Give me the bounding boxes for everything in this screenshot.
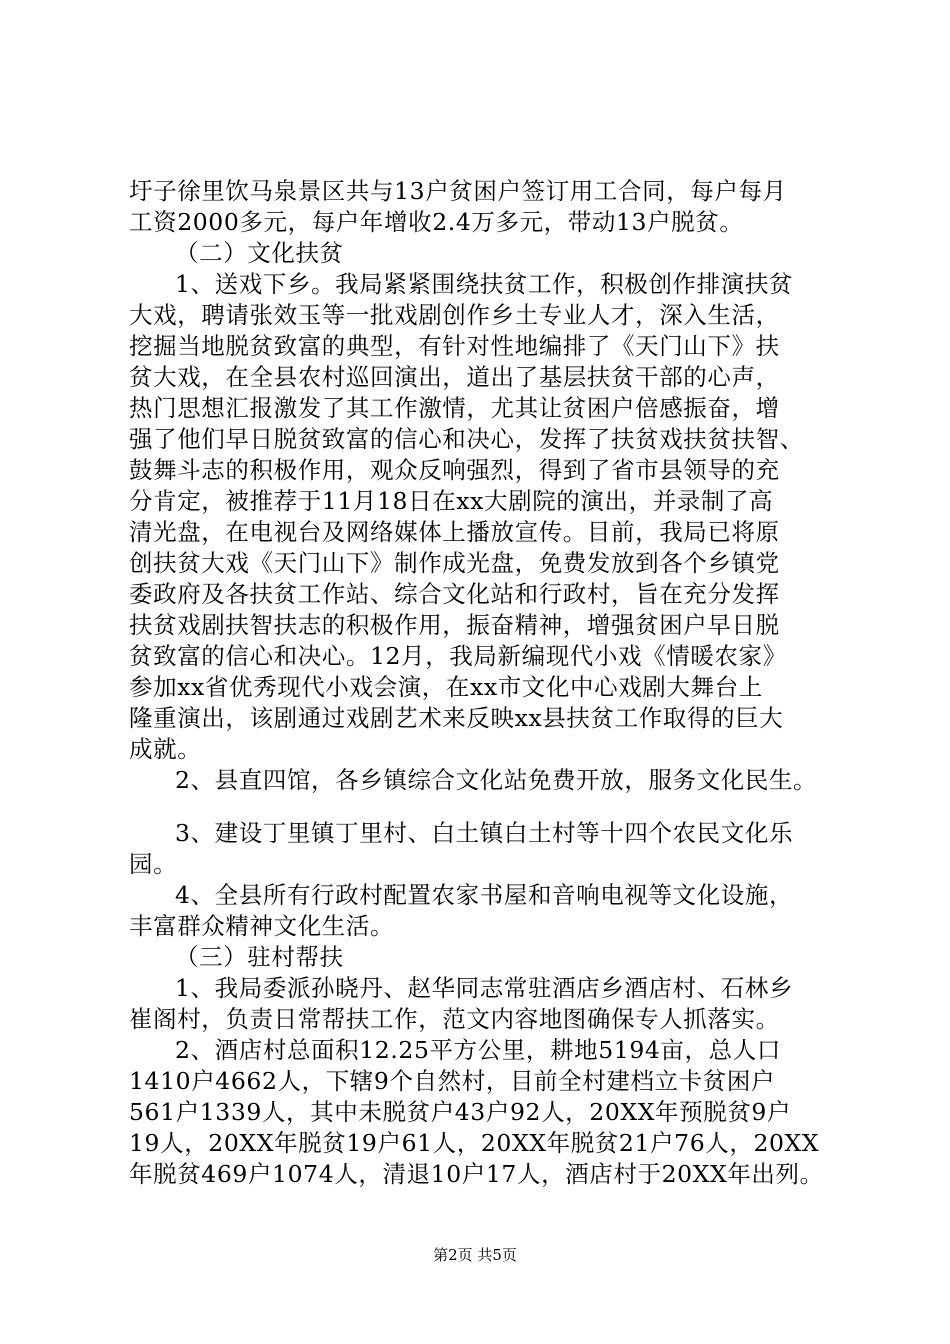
- paragraph-line: 成就。: [129, 735, 202, 763]
- paragraph-line: 委政府及各扶贫工作站、综合文化站和行政村，旨在充分发挥: [129, 580, 780, 608]
- paragraph-line: 扶贫戏剧扶智扶志的积极作用，振奋精神，增强贫困户早日脱: [129, 611, 780, 639]
- page-number-footer: 第2页 共5页: [433, 1246, 517, 1264]
- paragraph-line: 1410户4662人，下辖9个自然村，目前全村建档立卡贫困户: [129, 1067, 776, 1095]
- paragraph-line: 丰富群众精神文化生活。: [129, 912, 395, 940]
- paragraph-line: 4、全县所有行政村配置农家书屋和音响电视等文化设施，: [175, 881, 794, 909]
- section-heading: （二）文化扶贫: [175, 239, 344, 267]
- paragraph-line: 分肯定，被推荐于11月18日在xx大剧院的演出，并录制了高: [129, 487, 774, 515]
- section-heading: （三）驻村帮扶: [175, 943, 344, 971]
- paragraph-line: 2、酒店村总面积12.25平方公里，耕地5194亩，总人口: [175, 1036, 781, 1064]
- paragraph-line: 贫致富的信心和决心。12月，我局新编现代小戏《情暖农家》: [129, 642, 787, 670]
- paragraph-line: 创扶贫大戏《天门山下》制作成光盘，免费发放到各个乡镇党: [129, 549, 780, 577]
- paragraph-line: 园。: [129, 850, 178, 878]
- paragraph-line: 清光盘，在电视台及网络媒体上播放宣传。目前，我局已将原: [129, 518, 780, 546]
- paragraph-line: 2、县直四馆，各乡镇综合文化站免费开放，服务文化民生。: [175, 766, 818, 794]
- paragraph-line: 19人，20XX年脱贫19户61人，20XX年脱贫21户76人，20XX: [129, 1129, 820, 1157]
- paragraph-line: 年脱贫469户1074人，清退10户17人，酒店村于20XX年出列。: [129, 1160, 824, 1188]
- paragraph-line: 1、我局委派孙晓丹、赵华同志常驻酒店乡酒店村、石林乡: [175, 974, 794, 1002]
- paragraph-line: 强了他们早日脱贫致富的信心和决心，发挥了扶贫戏扶贫扶智、: [129, 425, 804, 453]
- paragraph-line: 挖掘当地脱贫致富的典型，有针对性地编排了《天门山下》扶: [129, 332, 780, 360]
- paragraph-line: 561户1339人，其中未脱贫户43户92人，20XX年预脱贫9户: [129, 1098, 792, 1126]
- paragraph-line: 1、送戏下乡。我局紧紧围绕扶贫工作，积极创作排演扶贫: [175, 270, 794, 298]
- paragraph-line: 参加xx省优秀现代小戏会演，在xx市文化中心戏剧大舞台上: [129, 673, 763, 701]
- paragraph-line: 工资2000多元，每户年增收2.4万多元，带动13户脱贫。: [129, 208, 744, 236]
- paragraph-line: 大戏，聘请张效玉等一批戏剧创作乡土专业人才，深入生活，: [129, 301, 780, 329]
- paragraph-line: 热门思想汇报激发了其工作激情，尤其让贫困户倍感振奋，增: [129, 394, 780, 422]
- paragraph-line: 圩子徐里饮马泉景区共与13户贫困户签订用工合同，每户每月: [129, 177, 787, 205]
- paragraph-line: 贫大戏，在全县农村巡回演出，道出了基层扶贫干部的心声，: [129, 363, 780, 391]
- paragraph-line: 鼓舞斗志的积极作用，观众反响强烈，得到了省市县领导的充: [129, 456, 780, 484]
- paragraph-line: 隆重演出，该剧通过戏剧艺术来反映xx县扶贫工作取得的巨大: [129, 704, 784, 732]
- paragraph-line: 3、建设丁里镇丁里村、白土镇白土村等十四个农民文化乐: [175, 819, 794, 847]
- paragraph-line: 崔阁村，负责日常帮扶工作，范文内容地图确保专人抓落实。: [129, 1005, 780, 1033]
